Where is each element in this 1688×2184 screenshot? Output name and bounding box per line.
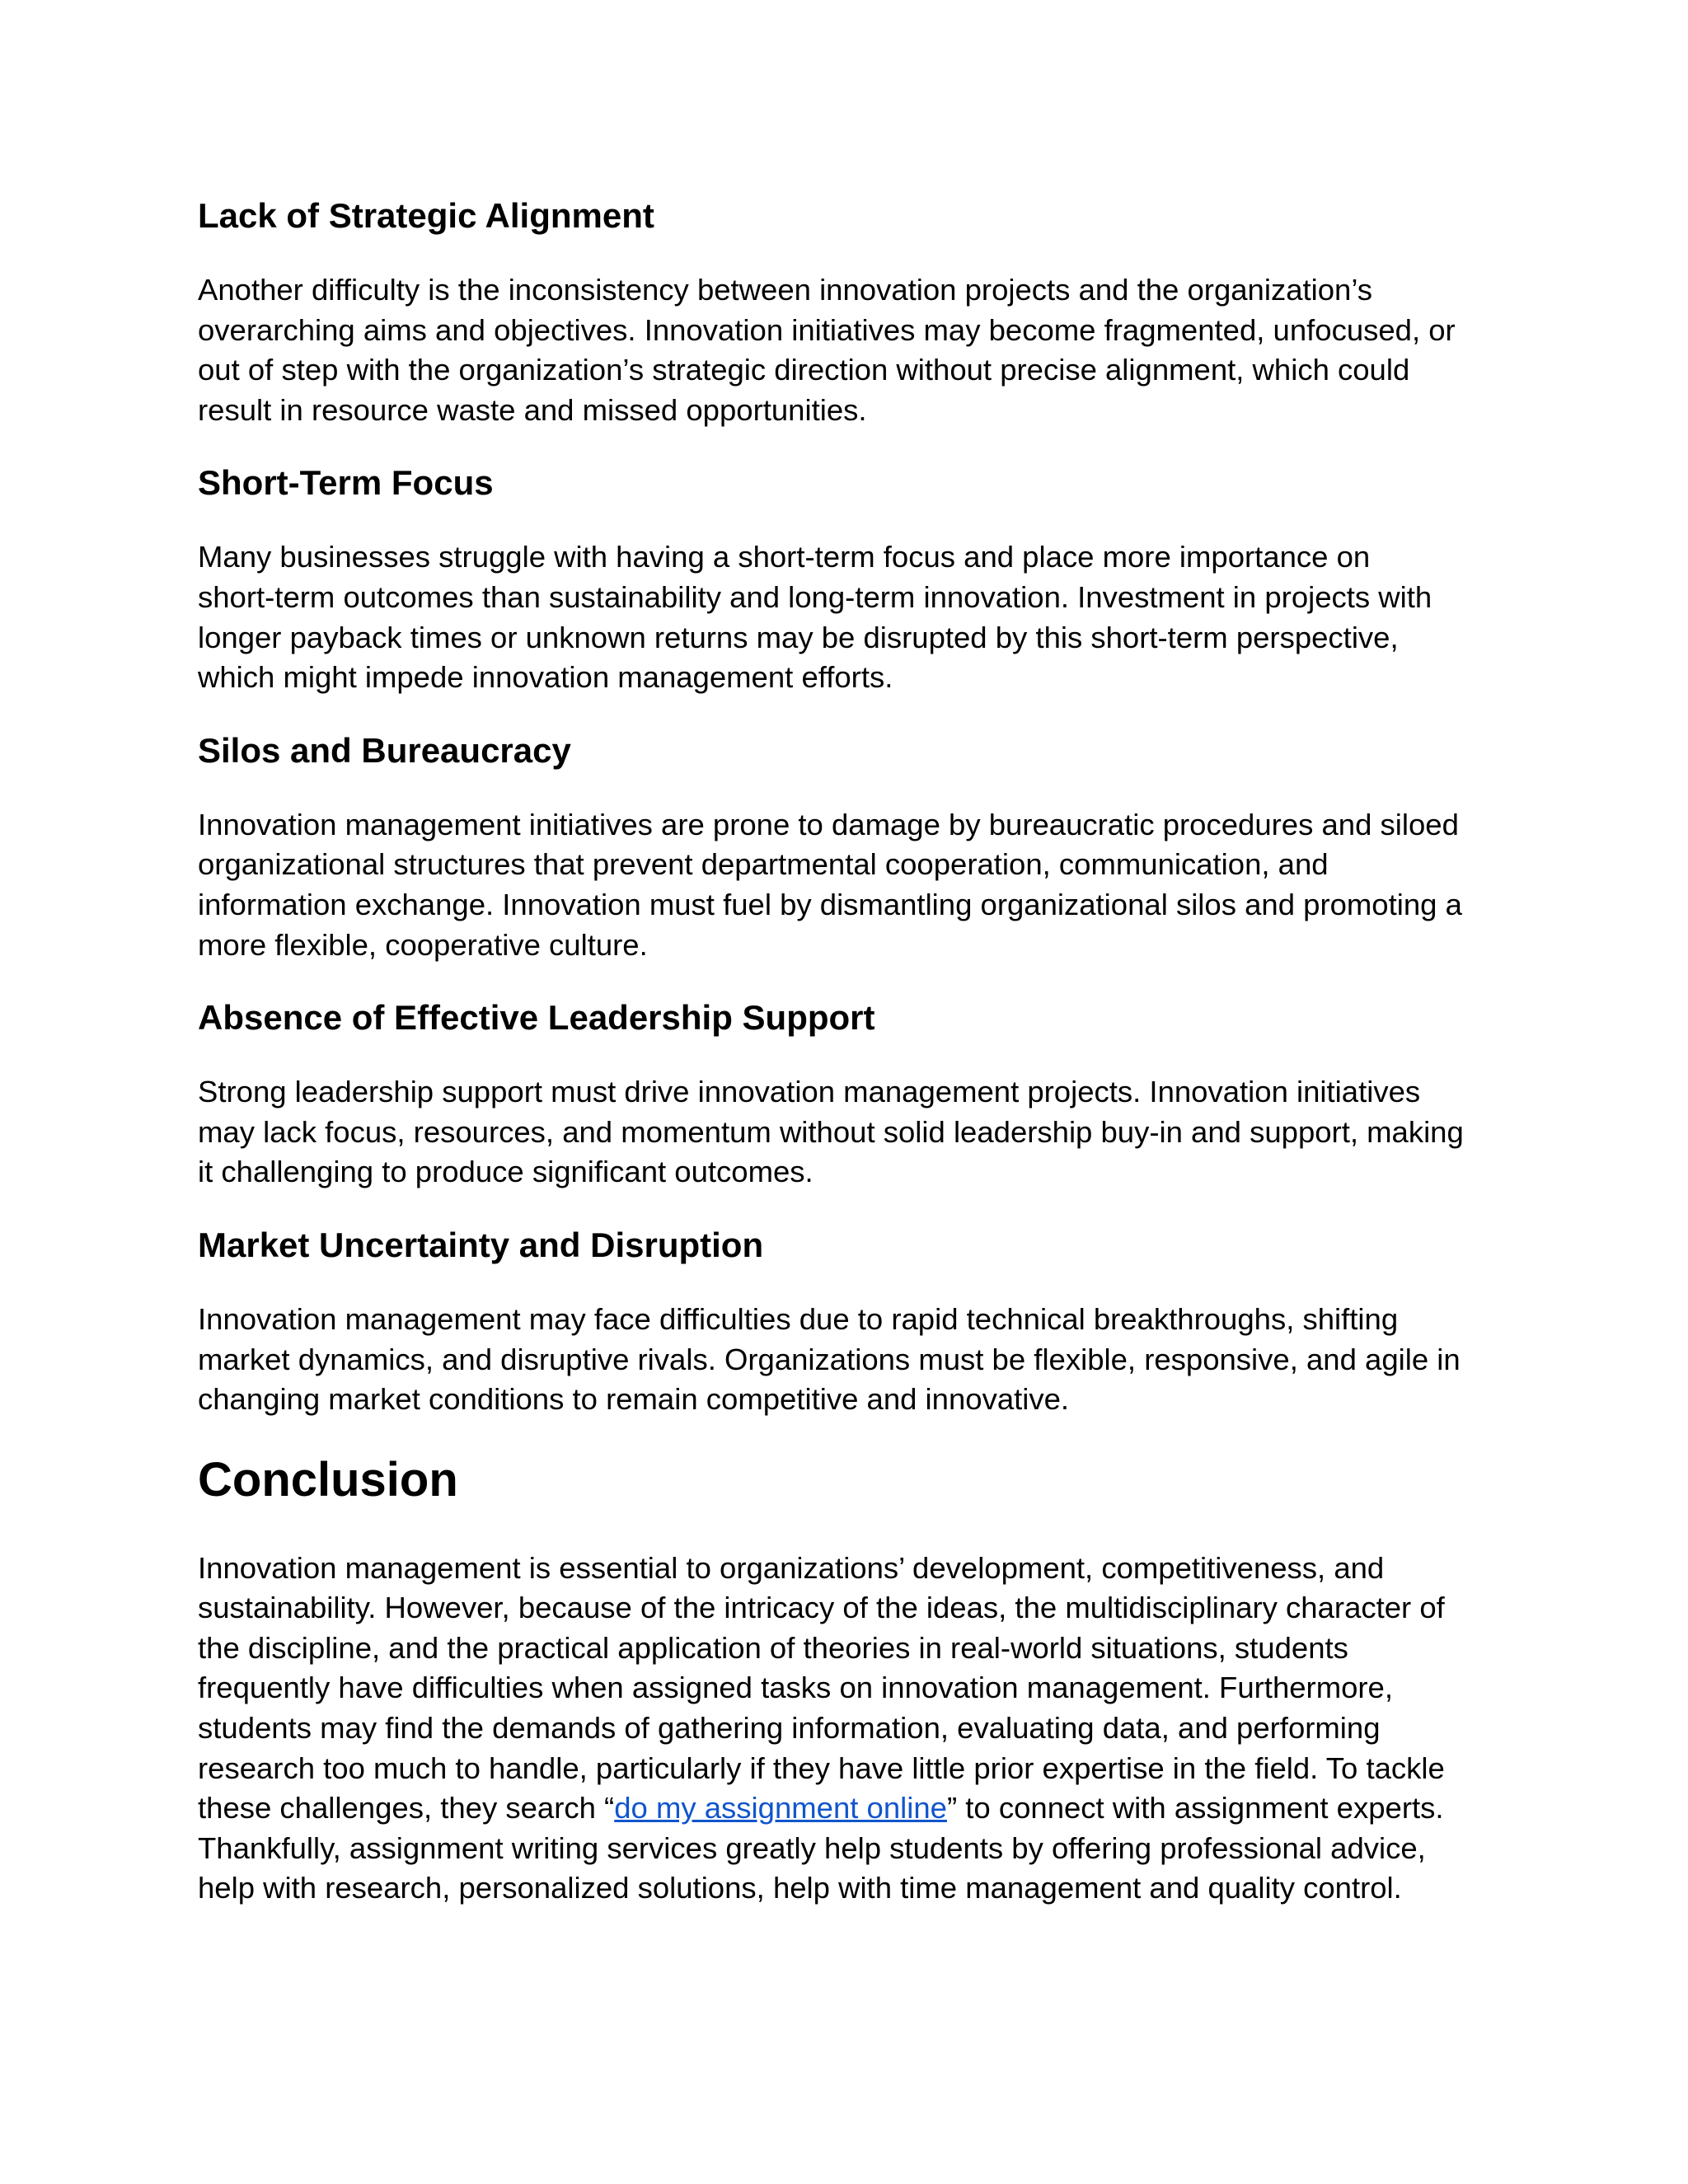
section-heading: Lack of Strategic Alignment: [198, 196, 654, 235]
section-leadership-support: [198, 996, 1484, 1193]
paragraph-line: market dynamics, and disruptive rivals. Organizations must be flexible, responsive, and agile in: [198, 1342, 1461, 1376]
paragraph-line: may lack focus, resources, and momentum without solid leadership buy-in and support, making: [198, 1114, 1464, 1149]
assignment-link[interactable]: do my assignment online: [614, 1791, 947, 1825]
paragraph-line-with-link: [198, 1788, 1484, 1829]
paragraph-line: short-term outcomes than sustainability and long-term innovation. Investment in projects with: [198, 579, 1432, 614]
section-paragraph: [198, 1072, 1484, 1193]
paragraph-line: it challenging to produce significant outcomes.: [198, 1155, 814, 1189]
paragraph-line: research too much to handle, particularly if they have little prior expertise in the field. To tackle: [198, 1750, 1445, 1785]
paragraph-line: help with research, personalized solutions, help with time management and quality control.: [198, 1871, 1402, 1905]
section-paragraph: [198, 537, 1484, 697]
section-short-term-focus: [198, 462, 1484, 697]
paragraph-line: sustainability. However, because of the intricacy of the ideas, the multidisciplinary character of: [198, 1591, 1445, 1625]
link-suffix-text: ” to connect with assignment experts.: [946, 1791, 1444, 1825]
section-heading: Market Uncertainty and Disruption: [198, 1225, 764, 1264]
section-heading: Silos and Bureaucracy: [198, 730, 571, 770]
paragraph-line: Innovation management initiatives are prone to damage by bureaucratic procedures and siloed: [198, 807, 1459, 841]
section-paragraph: [198, 270, 1484, 430]
section-paragraph: [198, 805, 1484, 965]
paragraph-line: students may find the demands of gathering information, evaluating data, and performing: [198, 1711, 1381, 1746]
paragraph-line: frequently have difficulties when assigned tasks on innovation management. Furthermore,: [198, 1671, 1394, 1705]
paragraph-line: which might impede innovation management efforts.: [198, 660, 893, 695]
paragraph-line: information exchange. Innovation must fuel by dismantling organizational silos and promoting a: [198, 887, 1462, 921]
section-silos-bureaucracy: [198, 729, 1484, 965]
paragraph-line: out of step with the organization’s strategic direction without precise alignment, which could: [198, 353, 1410, 387]
paragraph-line: Another difficulty is the inconsistency between innovation projects and the organization’s: [198, 273, 1373, 307]
section-heading: Absence of Effective Leadership Support: [198, 998, 875, 1038]
section-conclusion: [198, 1451, 1484, 1909]
section-paragraph: [198, 1300, 1484, 1420]
section-market-uncertainty: [198, 1224, 1484, 1420]
section-strategic-alignment: [198, 194, 1484, 430]
paragraph-line: Strong leadership support must drive innovation management projects. Innovation initiatives: [198, 1075, 1421, 1109]
paragraph-line: the discipline, and the practical application of theories in real-world situations, students: [198, 1630, 1348, 1665]
conclusion-paragraph: [198, 1549, 1484, 1909]
section-heading: Short-Term Focus: [198, 463, 494, 503]
paragraph-line: result in resource waste and missed opportunities.: [198, 392, 867, 427]
paragraph-line: changing market conditions to remain competitive and innovative.: [198, 1382, 1070, 1417]
document-page: [198, 194, 1484, 1940]
paragraph-line: organizational structures that prevent departmental cooperation, communication, and: [198, 847, 1329, 882]
paragraph-line: overarching aims and objectives. Innovation initiatives may become fragmented, unfocused, or: [198, 312, 1456, 347]
paragraph-line: Many businesses struggle with having a short-term focus and place more importance on: [198, 540, 1371, 574]
link-prefix-text: these challenges, they search “: [198, 1791, 615, 1825]
paragraph-line: longer payback times or unknown returns may be disrupted by this short-term perspective,: [198, 620, 1399, 654]
conclusion-heading: Conclusion: [198, 1452, 458, 1507]
paragraph-line: Thankfully, assignment writing services greatly help students by offering professional advice,: [198, 1830, 1426, 1865]
paragraph-line: Innovation management is essential to organizations’ development, competitiveness, and: [198, 1550, 1385, 1585]
paragraph-line: more flexible, cooperative culture.: [198, 927, 648, 962]
paragraph-line: Innovation management may face difficulties due to rapid technical breakthroughs, shifting: [198, 1301, 1399, 1336]
